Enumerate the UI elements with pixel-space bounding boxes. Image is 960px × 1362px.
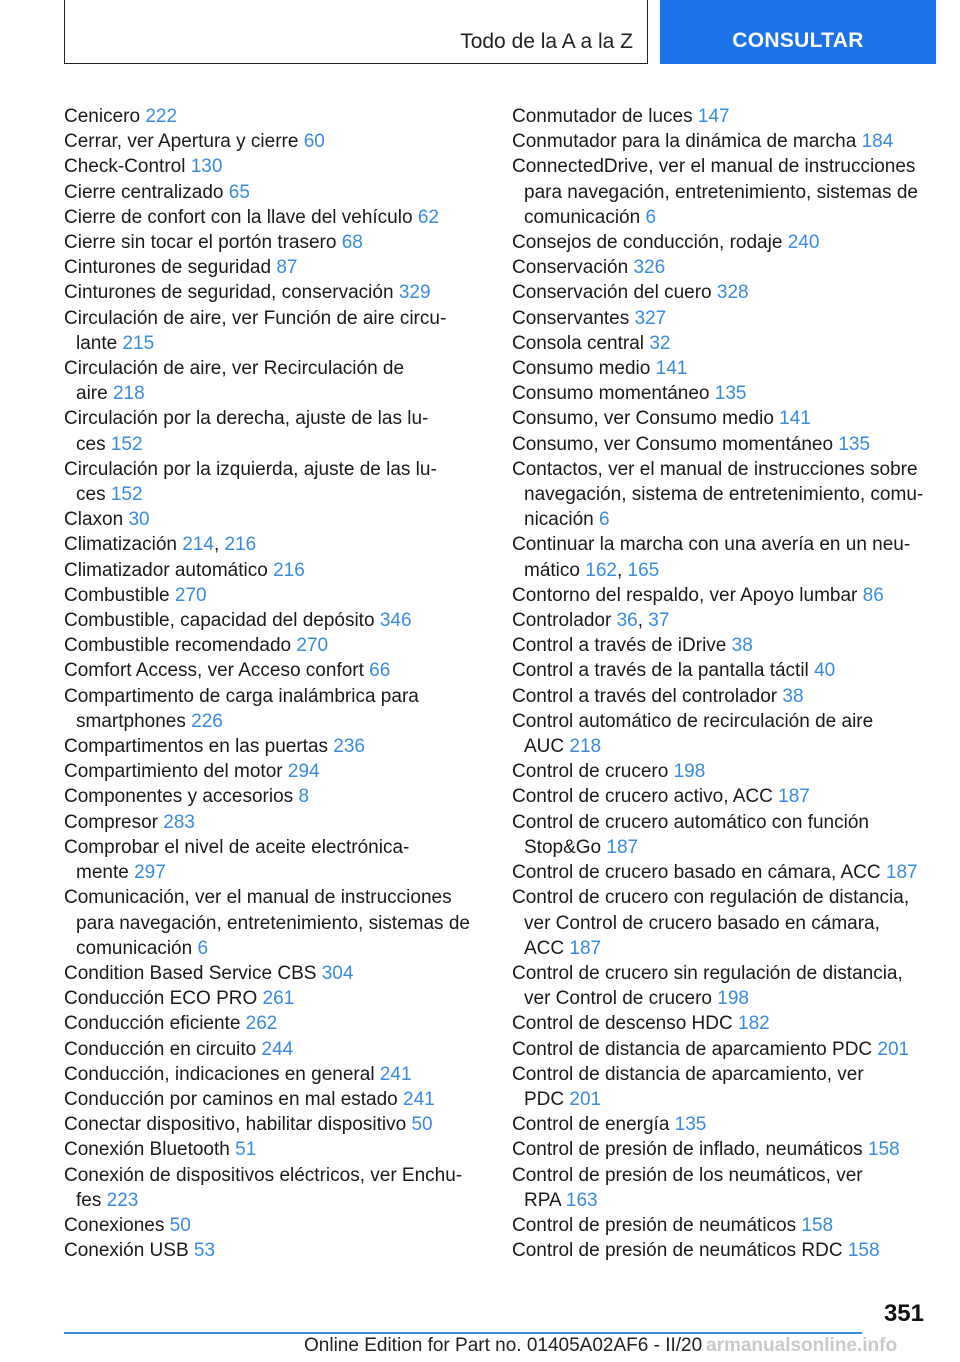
entry-text: Comprobar el nivel de aceite electrónica- bbox=[64, 836, 410, 858]
entry-text: Continuar la marcha con una avería en un neu- bbox=[512, 534, 911, 556]
entry-text: Control de presión de neumáticos bbox=[512, 1214, 797, 1236]
index-entry bbox=[64, 885, 484, 961]
index-entry bbox=[512, 759, 932, 784]
index-entry bbox=[512, 885, 932, 961]
entry-text: Conducción ECO PRO bbox=[64, 988, 258, 1010]
page-link[interactable]: 326 bbox=[633, 257, 666, 279]
entry-text: Circulación por la derecha, ajuste de las lu- bbox=[64, 408, 429, 430]
page-link[interactable]: 158 bbox=[867, 1139, 900, 1161]
entry-text: Control de crucero basado en cámara, ACC bbox=[512, 862, 881, 884]
page-link[interactable]: 218 bbox=[569, 736, 602, 758]
entry-text: Conectar dispositivo, habilitar dispositivo bbox=[64, 1114, 407, 1136]
index-column-left bbox=[64, 104, 484, 1263]
index-entry: Continuar la marcha con una avería en un neu- mático 162, 165 bbox=[512, 534, 911, 581]
entry-text: Check-Control bbox=[64, 156, 186, 178]
index-entry bbox=[512, 356, 932, 381]
page-link[interactable]: 135 bbox=[714, 383, 747, 405]
entry-text: Control de crucero automático con función bbox=[512, 811, 869, 833]
entry-text: Compartimento de carga inalámbrica para bbox=[64, 685, 419, 707]
entry-text: Contactos, ver el manual de instrucciones sobre bbox=[512, 458, 918, 480]
entry-text: Consumo, ver Consumo medio bbox=[512, 408, 774, 430]
index-entry bbox=[512, 709, 932, 759]
page-link[interactable]: 327 bbox=[634, 307, 667, 329]
entry-text: ver Control de crucero basado en cámara, bbox=[524, 912, 880, 934]
entry-text: Compartimentos en las puertas bbox=[64, 736, 329, 758]
page-link[interactable]: 222 bbox=[145, 106, 178, 127]
tab-index-label: Todo de la A a la Z bbox=[460, 30, 633, 53]
page-link[interactable]: 158 bbox=[801, 1214, 834, 1236]
index-entry bbox=[64, 306, 484, 356]
entry-text: Consumo medio bbox=[512, 358, 651, 380]
entry-text: Conducción por caminos en mal estado bbox=[64, 1088, 398, 1110]
entry-text: PDC bbox=[524, 1088, 565, 1110]
index-entry bbox=[512, 1238, 932, 1263]
footer-divider bbox=[64, 1332, 862, 1334]
index-entry bbox=[64, 658, 484, 683]
page-link[interactable]: 165 bbox=[627, 559, 660, 581]
page-link[interactable]: 262 bbox=[245, 1013, 278, 1035]
page-link[interactable]: 152 bbox=[110, 433, 143, 455]
index-entry bbox=[512, 810, 932, 860]
entry-text: Control de presión de inflado, neumáticos bbox=[512, 1139, 863, 1161]
entry-text: Condition Based Service CBS bbox=[64, 962, 317, 984]
page-link[interactable]: 40 bbox=[814, 660, 836, 682]
page-link[interactable]: 37 bbox=[648, 610, 670, 632]
page-link[interactable]: 65 bbox=[228, 181, 250, 203]
entry-text: Cierre centralizado bbox=[64, 181, 224, 203]
page-link[interactable]: 162 bbox=[585, 559, 617, 581]
page-link[interactable]: 182 bbox=[738, 1013, 770, 1035]
index-entry bbox=[64, 1238, 484, 1263]
entry-text: Conservantes bbox=[512, 307, 630, 329]
index-entry bbox=[512, 1037, 932, 1062]
index-entry bbox=[512, 381, 932, 406]
page-link[interactable]: 294 bbox=[287, 761, 320, 783]
page-link[interactable]: 223 bbox=[106, 1189, 139, 1211]
index-entry bbox=[512, 784, 932, 809]
index-entry bbox=[64, 205, 484, 230]
page-link[interactable]: 198 bbox=[717, 988, 749, 1010]
page-link[interactable]: 135 bbox=[838, 433, 871, 455]
index-entry bbox=[64, 608, 484, 633]
page-link[interactable]: 86 bbox=[862, 584, 884, 606]
entry-text: Conexión USB bbox=[64, 1240, 189, 1262]
index-entry bbox=[512, 1137, 932, 1162]
page-link[interactable]: 270 bbox=[174, 584, 207, 606]
entry-text: navegación, sistema de entretenimiento, comu- bbox=[524, 484, 924, 506]
page-link[interactable]: 6 bbox=[645, 206, 657, 228]
entry-text: Control de presión de neumáticos RDC bbox=[512, 1240, 843, 1262]
entry-text: Control de crucero con regulación de distancia, bbox=[512, 887, 910, 909]
entry-text: aire bbox=[76, 383, 108, 405]
entry-text: Control de energía bbox=[512, 1114, 670, 1136]
index-entry bbox=[64, 759, 484, 784]
entry-text: Control a través del controlador bbox=[512, 685, 778, 707]
index-entry bbox=[64, 1137, 484, 1162]
page-link[interactable]: 201 bbox=[877, 1038, 910, 1060]
watermark-logo: armanualsonline.info bbox=[706, 1335, 898, 1356]
entry-text: RPA bbox=[524, 1189, 561, 1211]
entry-text: Control de crucero activo, ACC bbox=[512, 786, 773, 808]
entry-text: Control de crucero bbox=[512, 761, 669, 783]
entry-text: Climatización bbox=[64, 534, 177, 556]
page-link[interactable]: 297 bbox=[134, 862, 166, 884]
index-entry bbox=[64, 154, 484, 179]
index-entry bbox=[512, 961, 932, 1011]
page-link[interactable]: 6 bbox=[197, 937, 209, 959]
index-entry bbox=[64, 810, 484, 835]
entry-text: Control a través de la pantalla táctil bbox=[512, 660, 809, 682]
index-entry bbox=[64, 457, 484, 507]
entry-text: Claxon bbox=[64, 509, 124, 531]
entry-text: smartphones bbox=[76, 710, 186, 732]
page-link[interactable]: 135 bbox=[674, 1114, 707, 1136]
index-entry bbox=[512, 1213, 932, 1238]
entry-text: ConnectedDrive, ver el manual de instrucciones bbox=[512, 156, 916, 178]
index-entry bbox=[512, 1163, 932, 1213]
index-entry bbox=[512, 860, 932, 885]
index-entry bbox=[512, 633, 932, 658]
index-entry bbox=[512, 457, 932, 533]
page-link[interactable]: 53 bbox=[193, 1240, 216, 1262]
index-entry: Climatización 214, 216 bbox=[64, 534, 257, 556]
page-link[interactable]: 158 bbox=[847, 1240, 880, 1262]
page-link[interactable]: 66 bbox=[369, 660, 391, 682]
page-link[interactable]: 60 bbox=[303, 131, 325, 153]
edition-text: Online Edition for Part no. 01405A02AF6 - II/20 bbox=[304, 1335, 703, 1356]
page-link[interactable]: 198 bbox=[673, 761, 706, 783]
index-entry bbox=[512, 280, 932, 305]
index-entry bbox=[512, 331, 932, 356]
page-link[interactable]: 218 bbox=[112, 383, 145, 405]
page-link[interactable]: 328 bbox=[716, 282, 749, 304]
entry-text: Circulación por la izquierda, ajuste de las lu- bbox=[64, 458, 437, 480]
page-link[interactable]: 51 bbox=[235, 1139, 257, 1161]
index-entry bbox=[512, 583, 932, 608]
index-column-right bbox=[512, 104, 932, 1263]
entry-text: Stop&Go bbox=[524, 836, 602, 858]
page-link[interactable]: 215 bbox=[122, 332, 155, 354]
page-number: 351 bbox=[883, 1300, 924, 1327]
index-entry bbox=[64, 633, 484, 658]
entry-text: Combustible, capacidad del depósito bbox=[64, 610, 375, 632]
entry-text: Control de crucero sin regulación de distancia, bbox=[512, 962, 903, 984]
entry-text: Consejos de conducción, rodaje bbox=[512, 232, 783, 254]
page-link[interactable]: 30 bbox=[128, 509, 150, 531]
entry-text: Cierre de confort con la llave del vehículo bbox=[64, 206, 413, 228]
index-entry bbox=[64, 406, 484, 456]
page-link[interactable]: 141 bbox=[779, 408, 811, 430]
index-entry bbox=[512, 255, 932, 280]
page-link[interactable]: 329 bbox=[398, 282, 431, 304]
index-entry bbox=[64, 784, 484, 809]
entry-text: Conducción en circuito bbox=[64, 1038, 257, 1060]
page-link[interactable]: 87 bbox=[276, 257, 298, 279]
index-entry: Controlador 36, 37 bbox=[512, 610, 670, 632]
tab-consult[interactable] bbox=[660, 0, 936, 64]
index-entry bbox=[512, 1062, 932, 1112]
index-entry bbox=[64, 961, 484, 986]
index-entry bbox=[64, 104, 484, 129]
entry-text: Consola central bbox=[512, 332, 645, 354]
entry-text: lante bbox=[76, 332, 118, 354]
index-entry bbox=[512, 406, 932, 431]
entry-text: Cierre sin tocar el portón trasero bbox=[64, 232, 337, 254]
entry-text: Cinturones de seguridad, conservación bbox=[64, 282, 394, 304]
entry-text: Control de distancia de aparcamiento, ver bbox=[512, 1063, 864, 1085]
index-entry bbox=[512, 306, 932, 331]
entry-text: comunicación bbox=[76, 937, 193, 959]
index-entry bbox=[64, 583, 484, 608]
entry-text: Control de descenso HDC bbox=[512, 1013, 733, 1035]
page-link[interactable]: 270 bbox=[296, 635, 329, 657]
entry-text: Cenicero bbox=[64, 106, 141, 127]
page-link[interactable]: 50 bbox=[169, 1214, 191, 1236]
index-entry bbox=[512, 104, 932, 129]
page-link[interactable]: 216 bbox=[273, 559, 305, 581]
index-entry bbox=[64, 1062, 484, 1087]
entry-text: Cinturones de seguridad bbox=[64, 257, 272, 279]
index-entry bbox=[64, 1163, 484, 1213]
index-entry bbox=[512, 230, 932, 255]
index-entry bbox=[512, 154, 932, 230]
index-entry bbox=[64, 230, 484, 255]
index-entry bbox=[64, 1011, 484, 1036]
page-link[interactable]: 184 bbox=[861, 131, 894, 153]
page-link[interactable]: 187 bbox=[778, 786, 810, 808]
page-link[interactable]: 38 bbox=[782, 685, 804, 707]
page-link[interactable]: 147 bbox=[697, 106, 730, 127]
index-entry bbox=[64, 129, 484, 154]
entry-text: Controlador bbox=[512, 610, 612, 632]
index-entry bbox=[64, 1213, 484, 1238]
entry-text: Consumo, ver Consumo momentáneo bbox=[512, 433, 834, 455]
entry-text: Control de distancia de aparcamiento PDC bbox=[512, 1038, 873, 1060]
entry-text: ACC bbox=[524, 937, 565, 959]
entry-text: Climatizador automático bbox=[64, 559, 268, 581]
page-link[interactable]: 163 bbox=[565, 1189, 598, 1211]
page-link[interactable]: 8 bbox=[298, 786, 310, 808]
page-link[interactable]: 201 bbox=[569, 1088, 602, 1110]
index-entry bbox=[64, 1112, 484, 1137]
index-entry bbox=[512, 129, 932, 154]
entry-text: Conexiones bbox=[64, 1214, 165, 1236]
entry-text: Conmutador para la dinámica de marcha bbox=[512, 131, 857, 153]
page-link[interactable]: 141 bbox=[655, 358, 688, 380]
index-entry bbox=[64, 356, 484, 406]
entry-text: nicación bbox=[524, 509, 594, 531]
entry-text: Cerrar, ver Apertura y cierre bbox=[64, 131, 299, 153]
page-link[interactable]: 236 bbox=[333, 736, 365, 758]
page-link[interactable]: 6 bbox=[599, 509, 610, 531]
entry-text: Conexión Bluetooth bbox=[64, 1139, 230, 1161]
page-link[interactable]: 261 bbox=[262, 988, 295, 1010]
page-link[interactable]: 283 bbox=[163, 811, 195, 833]
page-link[interactable]: 62 bbox=[417, 206, 439, 228]
entry-text: fes bbox=[76, 1189, 102, 1211]
page-link[interactable]: 187 bbox=[606, 836, 639, 858]
index-entry bbox=[64, 1037, 484, 1062]
page-link[interactable]: 241 bbox=[379, 1063, 412, 1085]
index-entry bbox=[64, 1087, 484, 1112]
page-link[interactable]: 32 bbox=[649, 332, 671, 354]
page-link[interactable]: 214 bbox=[182, 534, 214, 556]
page-link[interactable]: 130 bbox=[190, 156, 223, 178]
index-entry bbox=[64, 558, 484, 583]
page-link[interactable]: 36 bbox=[616, 610, 638, 632]
page-link[interactable]: 226 bbox=[191, 710, 223, 732]
entry-text: ver Control de crucero bbox=[524, 988, 712, 1010]
page-link[interactable]: 50 bbox=[411, 1114, 433, 1136]
tab-consult-label: CONSULTAR bbox=[732, 29, 864, 52]
entry-text: AUC bbox=[524, 736, 565, 758]
entry-text: mente bbox=[76, 862, 129, 884]
index-entry bbox=[64, 734, 484, 759]
index-entry bbox=[64, 280, 484, 305]
entry-text: para navegación, entretenimiento, sistemas de bbox=[524, 181, 918, 203]
page-link[interactable]: 187 bbox=[885, 862, 918, 884]
page-link[interactable]: 304 bbox=[321, 962, 354, 984]
entry-text: Control automático de recirculación de aire bbox=[512, 710, 874, 732]
entry-text: Consumo momentáneo bbox=[512, 383, 710, 405]
entry-text: Combustible bbox=[64, 584, 170, 606]
index-entry bbox=[512, 1112, 932, 1137]
entry-text: Conexión de dispositivos eléctricos, ver Enchu- bbox=[64, 1164, 463, 1186]
entry-text: comunicación bbox=[524, 206, 641, 228]
page-link[interactable]: 241 bbox=[403, 1088, 435, 1110]
page-link[interactable]: 187 bbox=[569, 937, 602, 959]
page-link[interactable]: 68 bbox=[341, 232, 363, 254]
index-entry bbox=[512, 1011, 932, 1036]
tab-index[interactable] bbox=[64, 0, 648, 64]
index-entry bbox=[512, 684, 932, 709]
index-entry bbox=[64, 180, 484, 205]
entry-text: Componentes y accesorios bbox=[64, 786, 294, 808]
entry-text: Conducción, indicaciones en general bbox=[64, 1063, 375, 1085]
entry-text: Comunicación, ver el manual de instrucciones bbox=[64, 887, 452, 909]
page-link[interactable]: 240 bbox=[787, 232, 820, 254]
entry-text: ces bbox=[76, 433, 106, 455]
index-entry bbox=[64, 507, 484, 532]
page-link[interactable]: 216 bbox=[224, 534, 257, 556]
index-entry bbox=[512, 432, 932, 457]
entry-text: Compartimiento del motor bbox=[64, 761, 283, 783]
index-entry bbox=[64, 986, 484, 1011]
entry-text: Compresor bbox=[64, 811, 158, 833]
entry-text: Circulación de aire, ver Función de aire circu- bbox=[64, 307, 447, 329]
entry-text: Conmutador de luces bbox=[512, 106, 693, 127]
index-entry bbox=[64, 835, 484, 885]
page-link[interactable]: 38 bbox=[731, 635, 753, 657]
entry-text: mático bbox=[524, 559, 580, 581]
index-entry bbox=[64, 684, 484, 734]
page-link[interactable]: 152 bbox=[110, 484, 143, 506]
entry-text: Conservación del cuero bbox=[512, 282, 712, 304]
entry-text: Combustible recomendado bbox=[64, 635, 292, 657]
entry-text: Control de presión de los neumáticos, ver bbox=[512, 1164, 863, 1186]
entry-text: ces bbox=[76, 484, 106, 506]
entry-text: Contorno del respaldo, ver Apoyo lumbar bbox=[512, 584, 858, 606]
page-link[interactable]: 346 bbox=[379, 610, 412, 632]
entry-text: Comfort Access, ver Acceso confort bbox=[64, 660, 364, 682]
page-link[interactable]: 244 bbox=[261, 1038, 294, 1060]
entry-text: Conservación bbox=[512, 257, 629, 279]
entry-text: Control a través de iDrive bbox=[512, 635, 727, 657]
entry-text: Conducción eficiente bbox=[64, 1013, 241, 1035]
entry-text: Circulación de aire, ver Recirculación de bbox=[64, 358, 405, 380]
entry-text: para navegación, entretenimiento, sistemas de bbox=[76, 912, 470, 934]
index-entry bbox=[64, 255, 484, 280]
index-entry bbox=[512, 658, 932, 683]
